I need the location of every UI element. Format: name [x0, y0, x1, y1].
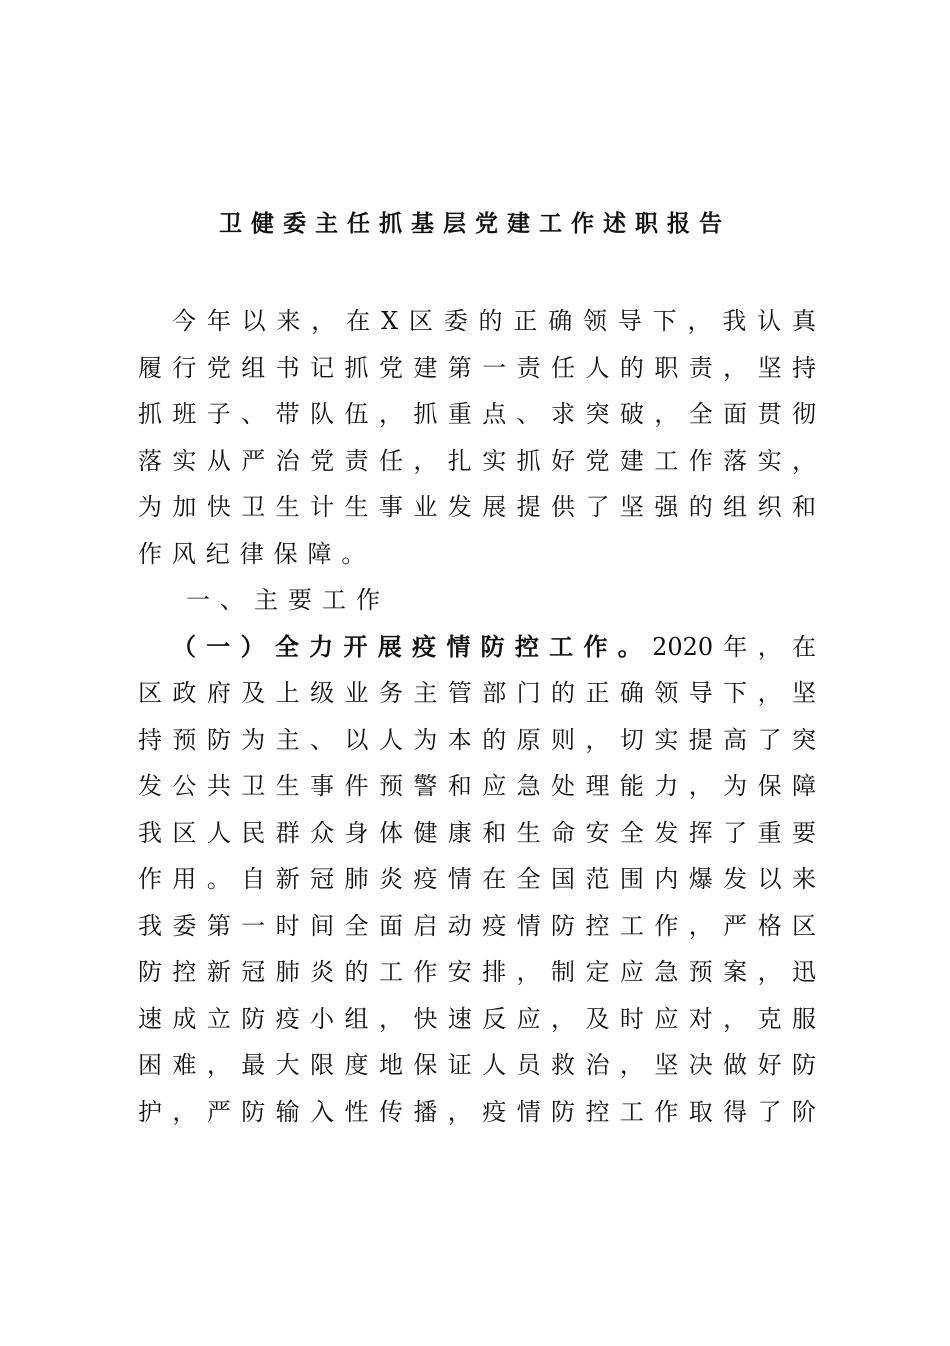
document-body — [138, 298, 816, 1135]
paragraph-line: 困难，最大限度地保证人员救治，坚决做好防 — [138, 1051, 816, 1079]
paragraph-line: 护，严防输入性传播，疫情防控工作取得了阶 — [138, 1097, 816, 1126]
paragraph-line: 速成立防疫小组，快速反应，及时应对，克服 — [138, 1004, 816, 1033]
paragraph-line: 发公共卫生事件预警和应急处理能力，为保障 — [138, 772, 816, 800]
paragraph-line: 持预防为主、以人为本的原则，切实提高了突 — [138, 725, 816, 754]
paragraph-line: 抓班子、带队伍，抓重点、求突破，全面贯彻 — [138, 400, 816, 428]
paragraph-line: 作用。自新冠肺炎疫情在全国范围内爆发以来 — [138, 865, 816, 893]
paragraph-line: 履行党组书记抓党建第一责任人的职责，坚持 — [138, 353, 816, 382]
subsection-text: 2020年，在 — [652, 632, 817, 661]
subsection-heading: （一）全力开展疫情防控工作。 — [172, 632, 653, 661]
paragraph-line: 今年以来，在X区委的正确领导下，我认真 — [172, 307, 816, 335]
document-title: 卫健委主任抓基层党建工作述职报告 — [219, 211, 731, 237]
paragraph-line: 我区人民群众身体健康和生命安全发挥了重要 — [138, 818, 816, 847]
subsection-first-line — [138, 624, 816, 671]
paragraph-line: 作风纪律保障。 — [138, 539, 376, 568]
paragraph-line: 落实从严治党责任，扎实抓好党建工作落实， — [138, 446, 816, 475]
paragraph-line: 防控新冠肺炎的工作安排，制定应急预案，迅 — [138, 958, 816, 986]
section-heading: 一、主要工作 — [186, 586, 390, 614]
paragraph-line: 区政府及上级业务主管部门的正确领导下，坚 — [138, 679, 816, 707]
paragraph-line: 为加快卫生计生事业发展提供了坚强的组织和 — [138, 493, 816, 521]
paragraph-line: 我委第一时间全面启动疫情防控工作，严格区 — [138, 911, 816, 940]
